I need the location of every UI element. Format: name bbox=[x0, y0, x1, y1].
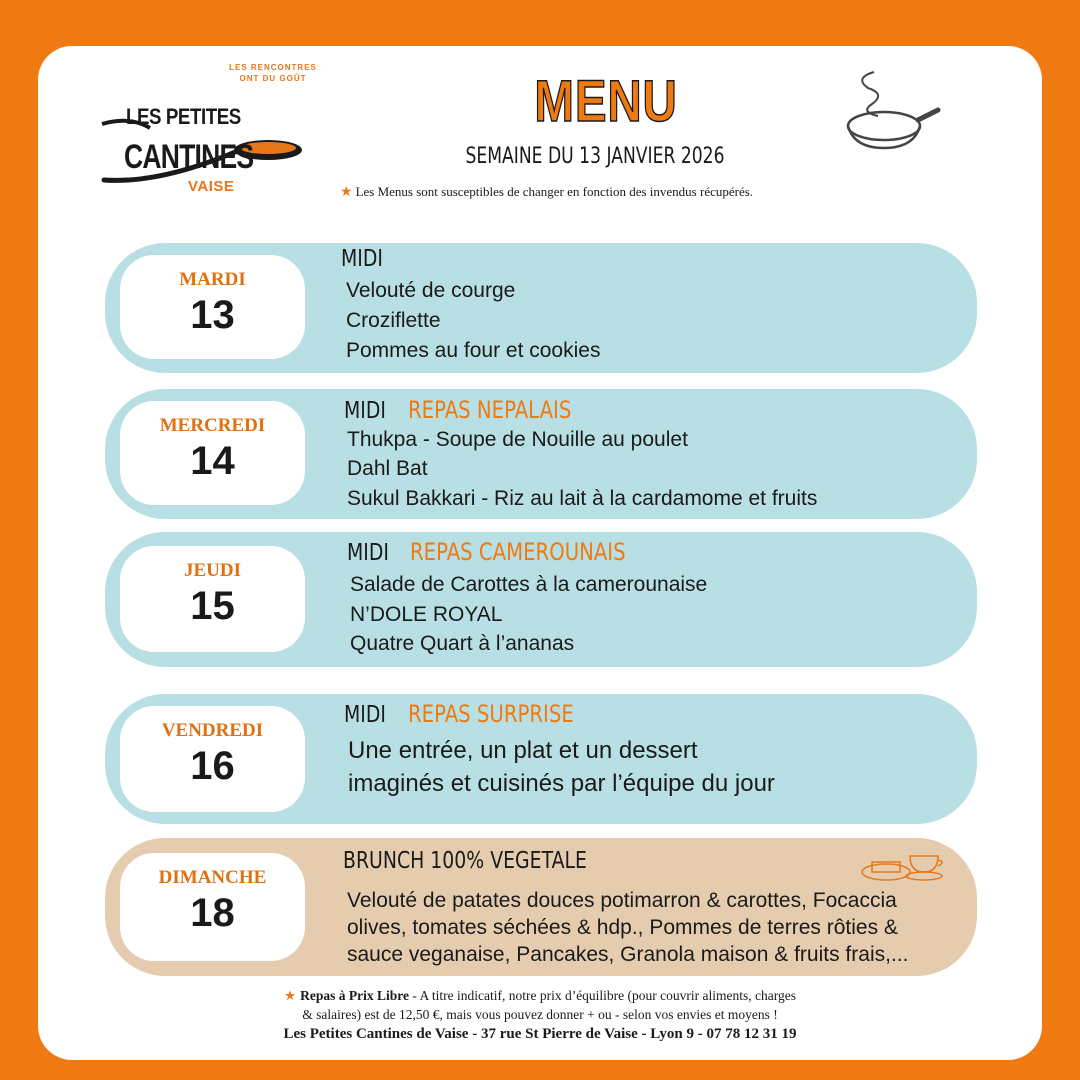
day-box bbox=[120, 706, 305, 812]
price-text-1: - A titre indicatif, notre prix d’équilibre (pour couvrir aliments, charges bbox=[408, 988, 796, 1003]
dish: sauce veganaise, Pancakes, Granola maison & fruits frais,... bbox=[347, 943, 909, 966]
price-label: Repas à Prix Libre bbox=[300, 988, 409, 1003]
dish: Velouté de patates douces potimarron & carottes, Focaccia bbox=[347, 889, 897, 912]
page-title: MENU bbox=[534, 69, 678, 134]
price-note bbox=[140, 986, 940, 1024]
dish: Croziflette bbox=[346, 309, 441, 332]
day-name: MARDI bbox=[179, 269, 246, 290]
dish: Salade de Carottes à la camerounaise bbox=[350, 573, 708, 596]
menu-note bbox=[340, 184, 900, 201]
day-box bbox=[120, 255, 305, 359]
meal-theme: REPAS CAMEROUNAIS bbox=[410, 538, 626, 566]
day-number: 15 bbox=[190, 584, 235, 628]
dish: olives, tomates séchées & hdp., Pommes de terres rôties & bbox=[347, 916, 898, 939]
logo-tagline: LES RENCONTRES ONT DU GOÛT bbox=[229, 63, 317, 83]
dish: Quatre Quart à l’ananas bbox=[350, 632, 575, 655]
dish: Dahl Bat bbox=[347, 457, 428, 480]
meal-label: MIDI bbox=[344, 702, 386, 728]
day-number: 16 bbox=[190, 744, 235, 788]
logo-line3: VAISE bbox=[188, 178, 235, 195]
dish: N’DOLE ROYAL bbox=[350, 603, 503, 626]
logo-line1: LES PETITES bbox=[126, 104, 241, 129]
star-icon: ★ bbox=[340, 185, 353, 200]
dish: Pommes au four et cookies bbox=[346, 339, 601, 362]
day-number: 14 bbox=[190, 439, 235, 483]
star-icon: ★ bbox=[284, 988, 297, 1003]
day-name: VENDREDI bbox=[161, 720, 264, 741]
day-number: 18 bbox=[190, 891, 235, 935]
frying-pan-icon bbox=[834, 64, 944, 154]
meal-label: MIDI bbox=[347, 540, 389, 566]
dish: Une entrée, un plat et un dessert bbox=[348, 737, 698, 764]
day-number: 13 bbox=[190, 293, 235, 337]
note-text: Les Menus sont susceptibles de changer en fonction des invendus récupérés. bbox=[355, 184, 754, 199]
dish: Velouté de courge bbox=[346, 279, 516, 302]
dish: Thukpa - Soupe de Nouille au poulet bbox=[347, 428, 688, 451]
dish: Sukul Bakkari - Riz au lait à la cardamome et fruits bbox=[347, 487, 818, 510]
meal-theme: REPAS NEPALAIS bbox=[408, 396, 572, 424]
meal-theme: REPAS SURPRISE bbox=[408, 700, 574, 728]
day-box bbox=[120, 853, 305, 961]
dish: imaginés et cuisinés par l’équipe du jour bbox=[348, 770, 775, 797]
price-text-2: & salaires) est de 12,50 €, mais vous pouvez donner + ou - selon vos envies et moyens ! bbox=[302, 1007, 778, 1022]
logo-line2: CANTINES bbox=[124, 138, 254, 176]
day-name: JEUDI bbox=[183, 560, 241, 581]
day-name: DIMANCHE bbox=[158, 867, 267, 888]
meal-label: MIDI bbox=[344, 398, 386, 424]
meal-label: BRUNCH 100% VEGETALE bbox=[343, 848, 587, 874]
day-box bbox=[120, 546, 305, 652]
address-line: Les Petites Cantines de Vaise - 37 rue St Pierre de Vaise - Lyon 9 - 07 78 12 31 19 bbox=[283, 1026, 797, 1042]
coffee-cup-icon bbox=[858, 846, 948, 886]
day-box bbox=[120, 401, 305, 505]
day-name: MERCREDI bbox=[159, 415, 266, 436]
week-subtitle: SEMAINE DU 13 JANVIER 2026 bbox=[465, 144, 725, 169]
meal-label: MIDI bbox=[341, 246, 383, 272]
